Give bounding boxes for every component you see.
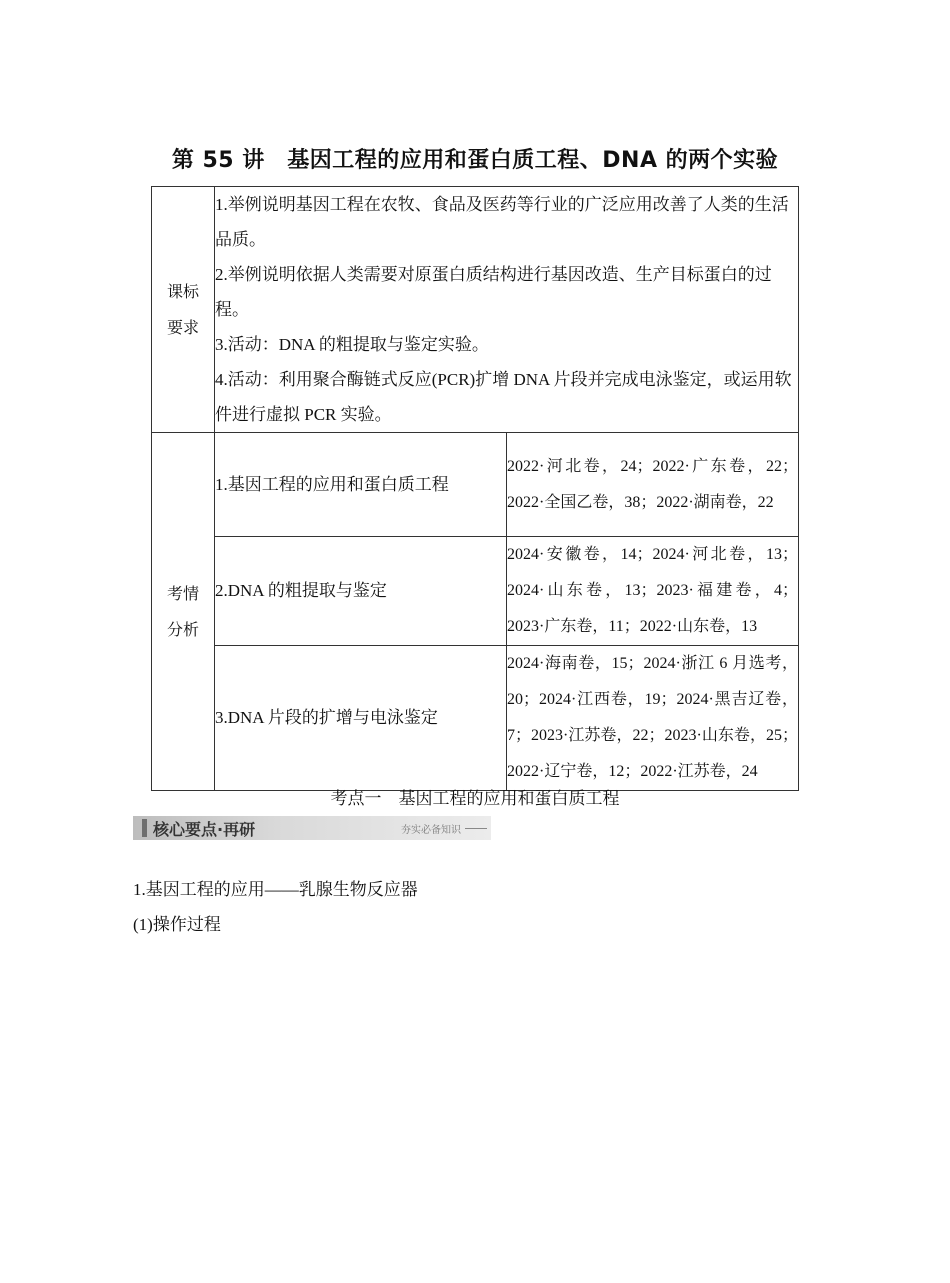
page-title: 第 55 讲 基因工程的应用和蛋白质工程、DNA 的两个实验 <box>171 148 779 173</box>
requirements-table <box>151 186 799 791</box>
list-item: 4.活动：利用聚合酶链式反应(PCR)扩增 DNA 片段并完成电泳鉴定，或运用软件进行虚拟 PCR 实验。 <box>215 370 792 424</box>
section-title: 考点一 基因工程的应用和蛋白质工程 <box>330 789 620 808</box>
table-row <box>152 187 799 433</box>
analysis-header <box>152 433 215 791</box>
list-item: 1.举例说明基因工程在农牧、食品及医药等行业的广泛应用改善了人类的生活品质。 <box>215 195 789 249</box>
banner-line-icon <box>465 828 487 829</box>
section-banner <box>133 816 491 840</box>
table-row <box>152 646 799 791</box>
body-heading-1: 1.基因工程的应用——乳腺生物反应器 <box>133 880 418 899</box>
banner-bar-icon <box>142 819 147 837</box>
body-heading-2: (1)操作过程 <box>133 915 221 934</box>
analysis-papers: 2022·河北卷，24；2022·广东卷，22；2022·全国乙卷，38；2022·湖南卷，22 <box>507 433 799 537</box>
requirements-list <box>215 187 799 433</box>
analysis-papers: 2024·安徽卷，14；2024·河北卷，13；2024·山东卷，13；2023·福建卷，4；2023·广东卷，11；2022·山东卷，13 <box>507 537 799 646</box>
table-row <box>152 537 799 646</box>
table-row <box>152 433 799 537</box>
analysis-papers: 2024·海南卷，15；2024·浙江 6 月选考，20；2024·江西卷，19；2024·黑吉辽卷，7；2023·江苏卷，22；2023·山东卷，25；2022·辽宁卷，12；2022·江苏卷，24 <box>507 646 799 791</box>
analysis-header-text: 考情 分析 <box>166 583 199 639</box>
list-item: 3.活动：DNA 的粗提取与鉴定实验。 <box>215 335 489 354</box>
banner-subtitle: 夯实必备知识 <box>401 825 461 836</box>
analysis-topic: 3.DNA 片段的扩增与电泳鉴定 <box>215 646 507 791</box>
requirements-header <box>152 187 215 433</box>
analysis-topic: 1.基因工程的应用和蛋白质工程 <box>215 433 507 537</box>
analysis-topic: 2.DNA 的粗提取与鉴定 <box>215 537 507 646</box>
banner-label: 核心要点·再研 <box>153 820 256 839</box>
list-item: 2.举例说明依据人类需要对原蛋白质结构进行基因改造、生产目标蛋白的过程。 <box>215 265 772 319</box>
requirements-header-text: 课标 要求 <box>166 281 199 337</box>
